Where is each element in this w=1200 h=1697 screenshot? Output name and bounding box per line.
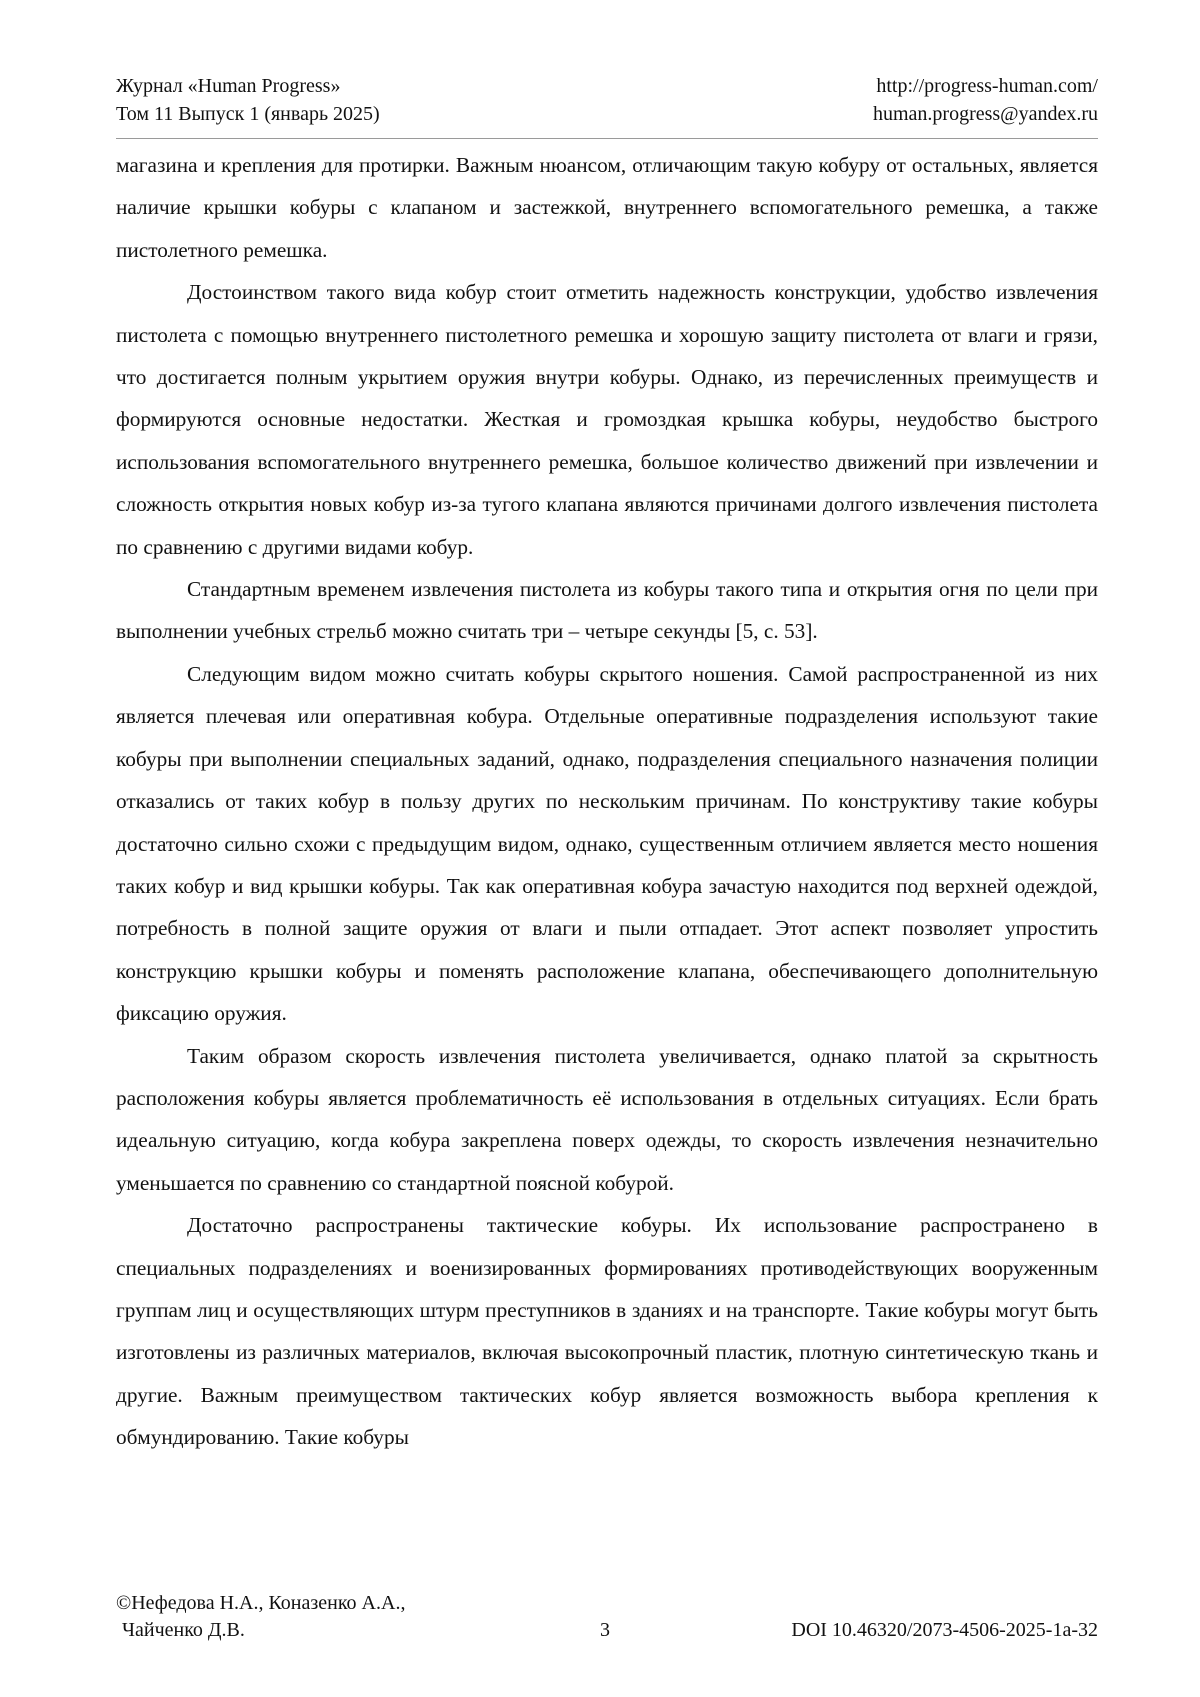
footer-doi: DOI 10.46320/2073-4506-2025-1a-32: [791, 1619, 1098, 1641]
paragraph: Следующим видом можно считать кобуры скрытого ношения. Самой распространенной из них является плечевая или оперативная кобура. Отдельные оперативные подразделения используют такие кобуры при выполнении специальных заданий, однако, подразделения специального назначения полиции отказались от таких кобур в пользу других по нескольким причинам. По конструктиву такие кобуры достаточно сильно схожи с предыдущим видом, однако, существенным отличием является место ношения таких кобур и вид крышки кобуры. Так как оперативная кобура зачастую находится под верхней одеждой, потребность в полной защите оружия от влаги и пыли отпадает. Этот аспект позволяет упростить конструкцию крышки кобуры и поменять расположение клапана, обеспечивающего дополнительную фиксацию оружия.: [116, 661, 1098, 1026]
authors-line-1: ©Нефедова Н.А., Коназенко А.А.,: [116, 1592, 406, 1614]
issue-info: Том 11 Выпуск 1 (январь 2025): [116, 103, 380, 125]
paragraph: Таким образом скорость извлечения пистолета увеличивается, однако платой за скрытность расположения кобуры является проблематичность её использования в отдельных ситуациях. Если брать идеальную ситуацию, когда кобура закреплена поверх одежды, то скорость извлечения незначительно уменьшается по сравнению со стандартной поясной кобурой.: [116, 1043, 1098, 1195]
journal-email[interactable]: human.progress@yandex.ru: [872, 103, 1098, 125]
journal-url[interactable]: http://progress-human.com/: [876, 75, 1098, 97]
paragraph: Стандартным временем извлечения пистолета из кобуры такого типа и открытия огня по цели при выполнении учебных стрельб можно считать три – четыре секунды [5, с. 53].: [116, 577, 1098, 644]
header-divider: [116, 138, 1098, 139]
journal-title: Журнал «Human Progress»: [116, 75, 341, 97]
paragraph: Достаточно распространены тактические кобуры. Их использование распространено в специальных подразделениях и военизированных формированиях противодействующих вооруженным группам лиц и осуществляющих штурм преступников в зданиях и на транспорте. Такие кобуры могут быть изготовлены из различных материалов, включая высокопрочный пластик, плотную синтетическую ткань и другие. Важным преимуществом тактических кобур является возможность выбора крепления к обмундированию. Такие кобуры: [116, 1213, 1098, 1450]
paragraph: Достоинством такого вида кобур стоит отметить надежность конструкции, удобство извлечения пистолета с помощью внутреннего пистолетного ремешка и хорошую защиту пистолета от влаги и грязи, что достигается полным укрытием оружия внутри кобуры. Однако, из перечисленных преимуществ и формируются основные недостатки. Жесткая и громоздкая крышка кобуры, неудобство быстрого использования вспомогательного внутреннего ремешка, большое количество движений при извлечении и сложность открытия новых кобур из-за тугого клапана являются причинами долгого извлечения пистолета по сравнению с другими видами кобур.: [116, 280, 1098, 559]
paragraph-continuation: магазина и крепления для протирки. Важным нюансом, отличающим такую кобуру от остальных, является наличие крышки кобуры с клапаном и застежкой, внутреннего вспомогательного ремешка, а также пистолетного ремешка.: [116, 153, 1098, 262]
running-header-right: [873, 72, 1098, 128]
article-body: [116, 144, 1098, 1459]
authors-line-2: Чайченко Д.В.: [122, 1619, 245, 1641]
running-header-left: [116, 72, 380, 128]
footer-authors: [116, 1590, 405, 1644]
page-number: 3: [600, 1619, 610, 1641]
